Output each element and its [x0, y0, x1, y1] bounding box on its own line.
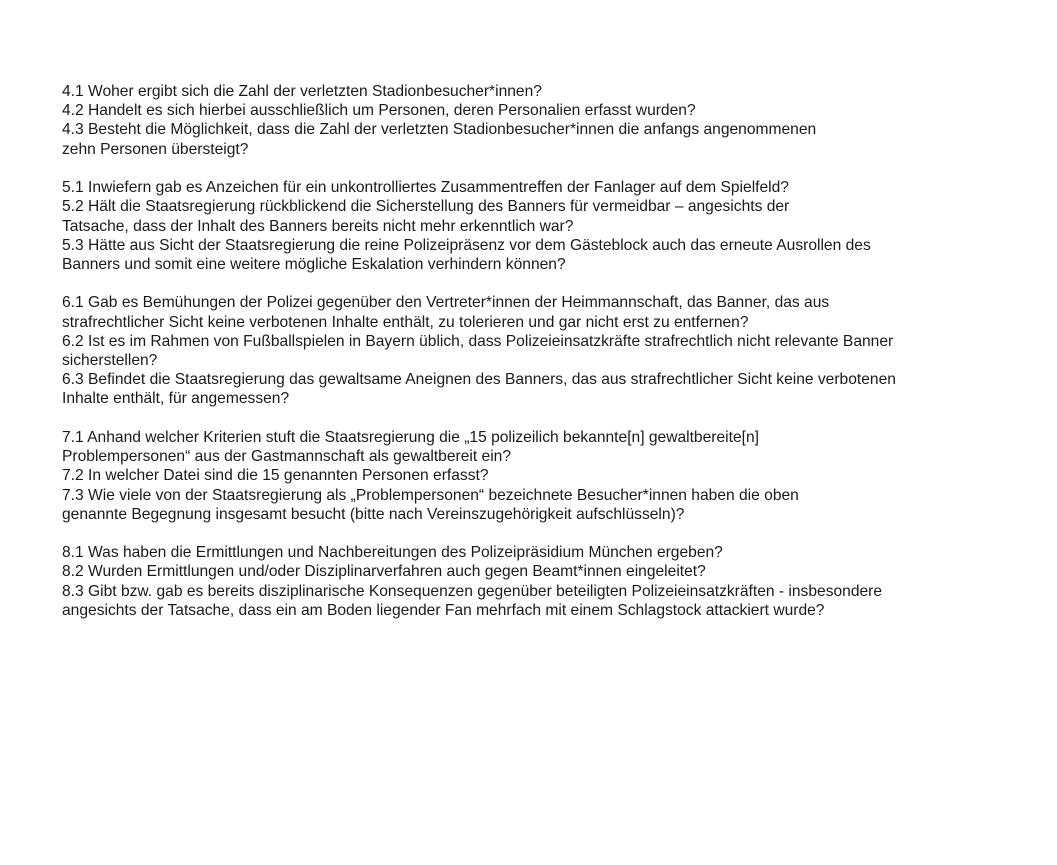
question-6-1: 6.1 Gab es Bemühungen der Polizei gegenüber den Vertreter*innen der Heimmannschaft, das Banner, das aus strafrechtlicher Sicht keine verbotenen Inhalte enthält, zu tolerieren und gar nicht erst zu entfernen?	[62, 294, 830, 331]
question-4-2: 4.2 Handelt es sich hierbei ausschließlich um Personen, deren Personalien erfasst wurden?	[62, 102, 696, 120]
section-8	[62, 543, 942, 620]
question-8-1: 8.1 Was haben die Ermittlungen und Nachbereitungen des Polizeipräsidium München ergeben?	[62, 544, 723, 562]
question-7-2: 7.2 In welcher Datei sind die 15 genannten Personen erfasst?	[62, 467, 489, 485]
question-4-1: 4.1 Woher ergibt sich die Zahl der verletzten Stadionbesucher*innen?	[62, 83, 542, 100]
question-5-3: 5.3 Hätte aus Sicht der Staatsregierung die reine Polizeipräsenz vor dem Gästeblock auch das erneute Ausrollen des Banners und somit eine weitere mögliche Eskalation verhindern können?	[62, 236, 871, 273]
question-7-1: 7.1 Anhand welcher Kriterien stuft die Staatsregierung die „15 polizeilich bekannte[n] gewaltbereite[n] Problempersonen“ aus der Gastmannschaft als gewaltbereit ein?	[62, 428, 759, 466]
section-7	[62, 428, 942, 524]
question-6-3: 6.3 Befindet die Staatsregierung das gewaltsame Aneignen des Banners, das aus strafrechtlicher Sicht keine verbotenen Inhalte enthält, für angemessen?	[62, 371, 896, 408]
question-5-1: 5.1 Inwiefern gab es Anzeichen für ein unkontrolliertes Zusammentreffen der Fanlager auf dem Spielfeld?	[62, 179, 789, 197]
question-5-2: 5.2 Hält die Staatsregierung rückblickend die Sicherstellung des Banners für vermeidbar – angesichts der Tatsache, dass der Inhalt des Banners bereits nicht mehr erkenntlich war?	[62, 198, 790, 235]
section-4	[62, 82, 942, 159]
question-8-3: 8.3 Gibt bzw. gab es bereits disziplinarische Konsequenzen gegenüber beteiligten Polizeieinsatzkräften - insbesondere angesichts der Tatsache, dass ein am Boden liegender Fan mehrfach mit einem Schlagstock attackiert wurde?	[62, 582, 883, 619]
section-5	[62, 178, 942, 274]
question-6-2: 6.2 Ist es im Rahmen von Fußballspielen in Bayern üblich, dass Polizeieinsatzkräfte strafrechtlich nicht relevante Banner sicherstellen?	[62, 332, 894, 370]
question-8-2: 8.2 Wurden Ermittlungen und/oder Disziplinarverfahren auch gegen Beamt*innen eingeleitet?	[62, 563, 706, 581]
section-6	[62, 293, 942, 408]
question-7-3: 7.3 Wie viele von der Staatsregierung als „Problempersonen“ bezeichnete Besucher*innen haben die oben genannte Begegnung insgesamt besucht (bitte nach Vereinszugehörigkeit aufschlüsseln)?	[62, 486, 799, 523]
document-page	[62, 82, 942, 639]
question-4-3: 4.3 Besteht die Möglichkeit, dass die Zahl der verletzten Stadionbesucher*innen die anfangs angenommenen zehn Personen übersteigt?	[62, 121, 817, 158]
